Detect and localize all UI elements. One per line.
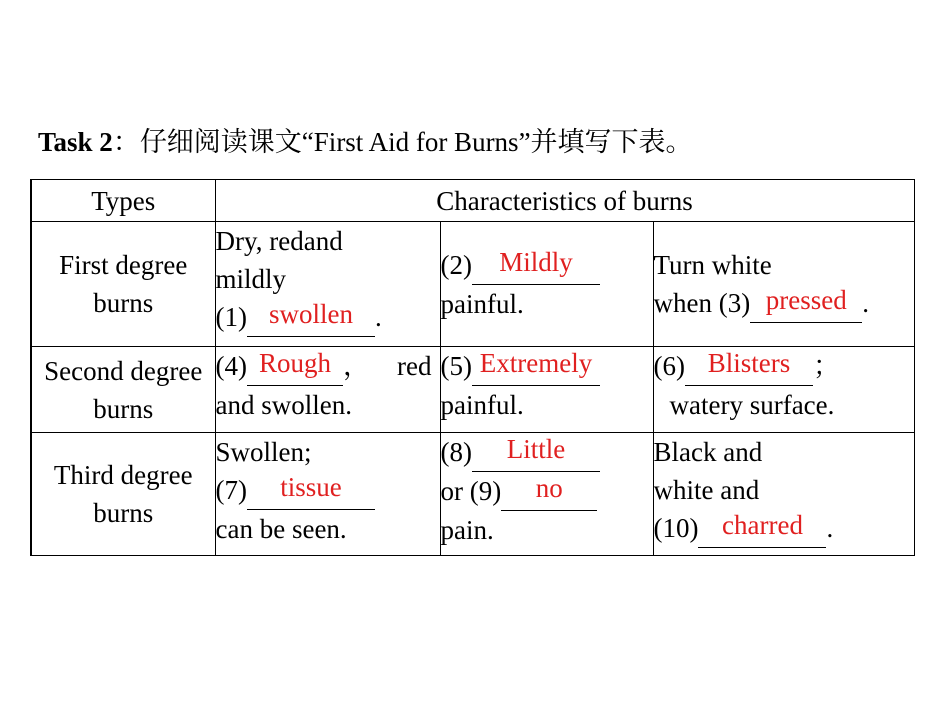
cell-text: can be seen. bbox=[215, 514, 347, 544]
type-cell: Second degree burns bbox=[31, 347, 215, 433]
type-cell: First degree burns bbox=[31, 222, 215, 347]
cell-text: pain. bbox=[440, 515, 494, 545]
cell-text: mildly bbox=[215, 264, 287, 294]
blank-6 bbox=[685, 347, 813, 386]
cell-other bbox=[653, 222, 914, 347]
cell-pain bbox=[440, 347, 653, 433]
burns-table bbox=[30, 179, 915, 556]
blank-number: (1) bbox=[215, 302, 247, 332]
task-instruction: 仔细阅读课文“First Aid for Burns”并填写下表。 bbox=[139, 127, 693, 157]
table-row bbox=[31, 347, 914, 433]
cell-text: watery surface. bbox=[669, 390, 835, 420]
answer-text: tissue bbox=[280, 472, 342, 502]
blank-number: (7) bbox=[215, 475, 247, 505]
blank-line-4 bbox=[216, 347, 440, 386]
cell-text: painful. bbox=[440, 390, 524, 420]
blank-1 bbox=[247, 298, 375, 337]
blank-number: (2) bbox=[440, 249, 472, 280]
blank-2 bbox=[472, 246, 600, 285]
blank-line-7 bbox=[216, 471, 440, 510]
cell-text: Dry, redand bbox=[215, 226, 343, 256]
blank-9 bbox=[501, 472, 597, 511]
blank-line-5 bbox=[441, 347, 653, 386]
blank-number: (8) bbox=[440, 437, 472, 467]
answer-text: Rough bbox=[258, 348, 331, 378]
blank-line-6 bbox=[654, 347, 914, 386]
blank-8 bbox=[472, 433, 600, 472]
task-title bbox=[38, 120, 693, 159]
cell-text: painful. bbox=[440, 288, 524, 319]
header-characteristics: Characteristics of burns bbox=[215, 180, 914, 222]
blank-line-3 bbox=[654, 284, 914, 323]
answer-text: Extremely bbox=[479, 348, 593, 378]
answer-text: Blisters bbox=[707, 348, 791, 378]
task-colon: ： bbox=[112, 127, 140, 157]
punctuation: ； bbox=[812, 351, 840, 381]
cell-text: white and bbox=[653, 475, 760, 505]
answer-text: Mildly bbox=[499, 246, 573, 277]
blank-number: or (9) bbox=[440, 476, 502, 506]
blank-number: when (3) bbox=[653, 287, 751, 318]
blank-3 bbox=[750, 284, 862, 323]
cell-text: Swollen; bbox=[215, 437, 312, 467]
blank-line-10 bbox=[654, 509, 914, 548]
header-row bbox=[31, 180, 914, 222]
table-row bbox=[31, 222, 914, 347]
punctuation: . bbox=[826, 513, 834, 543]
blank-4 bbox=[247, 347, 343, 386]
cell-appearance bbox=[215, 433, 440, 556]
answer-text: Little bbox=[506, 434, 566, 464]
blank-line-8 bbox=[441, 433, 653, 472]
punctuation: . bbox=[862, 287, 869, 318]
cell-text: red bbox=[397, 351, 432, 381]
blank-number: (10) bbox=[653, 513, 699, 543]
answer-text: swollen bbox=[268, 299, 353, 329]
answer-text: pressed bbox=[765, 284, 847, 315]
blank-line-9 bbox=[441, 472, 653, 511]
answer-text: no bbox=[535, 473, 563, 503]
blank-7 bbox=[247, 471, 375, 510]
blank-number: (5) bbox=[440, 351, 472, 381]
cell-text: Turn white bbox=[653, 249, 772, 280]
punctuation: ， bbox=[342, 351, 370, 381]
cell-appearance bbox=[215, 347, 440, 433]
cell-text: Black and bbox=[653, 437, 763, 467]
blank-number: (6) bbox=[653, 351, 685, 381]
blank-line-1 bbox=[216, 298, 440, 337]
blank-number: (4) bbox=[215, 351, 247, 381]
cell-text: and swollen. bbox=[215, 390, 352, 420]
header-types: Types bbox=[31, 180, 215, 222]
cell-other bbox=[653, 347, 914, 433]
cell-pain bbox=[440, 433, 653, 556]
cell-pain bbox=[440, 222, 653, 347]
task-label: Task 2 bbox=[38, 127, 113, 157]
table-row bbox=[31, 433, 914, 556]
answer-text: charred bbox=[722, 510, 803, 540]
blank-line-2 bbox=[441, 246, 653, 285]
cell-other bbox=[653, 433, 914, 556]
type-cell: Third degree burns bbox=[31, 433, 215, 556]
punctuation: . bbox=[374, 302, 382, 332]
cell-appearance bbox=[215, 222, 440, 347]
blank-5 bbox=[472, 347, 600, 386]
blank-10 bbox=[698, 509, 826, 548]
